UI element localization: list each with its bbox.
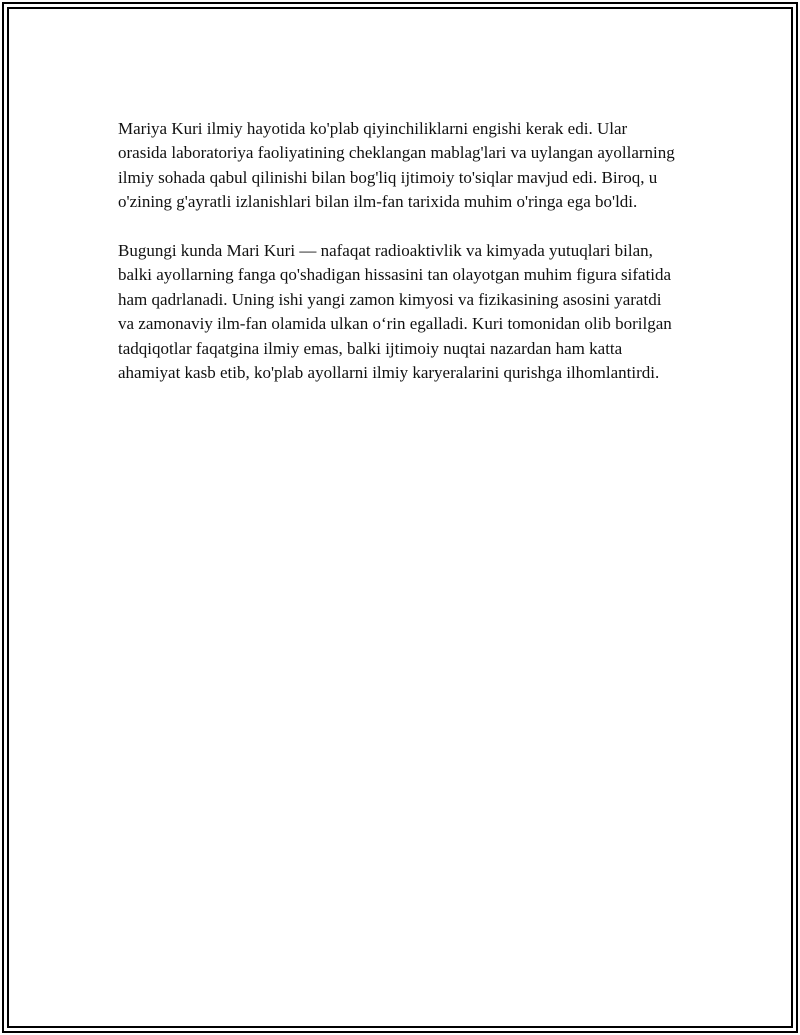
document-body	[118, 117, 678, 410]
paragraph-2: Bugungi kunda Mari Kuri — nafaqat radioaktivlik va kimyada yutuqlari bilan, balki ayollarning fanga qo'shadigan hissasini tan olayotgan muhim figura sifatida ham qadrlanadi. Uning ishi yangi zamon kimyosi va fizikasining asosini yaratdi va zamonaviy ilm-fan olamida ulkan o‘rin egalladi. Kuri tomonidan olib borilgan tadqiqotlar faqatgina ilmiy emas, balki ijtimoiy nuqtai nazardan ham katta ahamiyat kasb etib, ko'plab ayollarni ilmiy karyeralarini qurishga ilhomlantirdi.	[118, 241, 672, 383]
paragraph-1: Mariya Kuri ilmiy hayotida ko'plab qiyinchiliklarni engishi kerak edi. Ular orasida laboratoriya faoliyatining cheklangan mablag'lari va uylangan ayollarning ilmiy sohada qabul qilinishi bilan bog'liq ijtimoiy to'siqlar mavjud edi. Biroq, u o'zining g'ayratli izlanishlari bilan ilm-fan tarixida muhim o'ringa ega bo'ldi.	[118, 119, 675, 212]
